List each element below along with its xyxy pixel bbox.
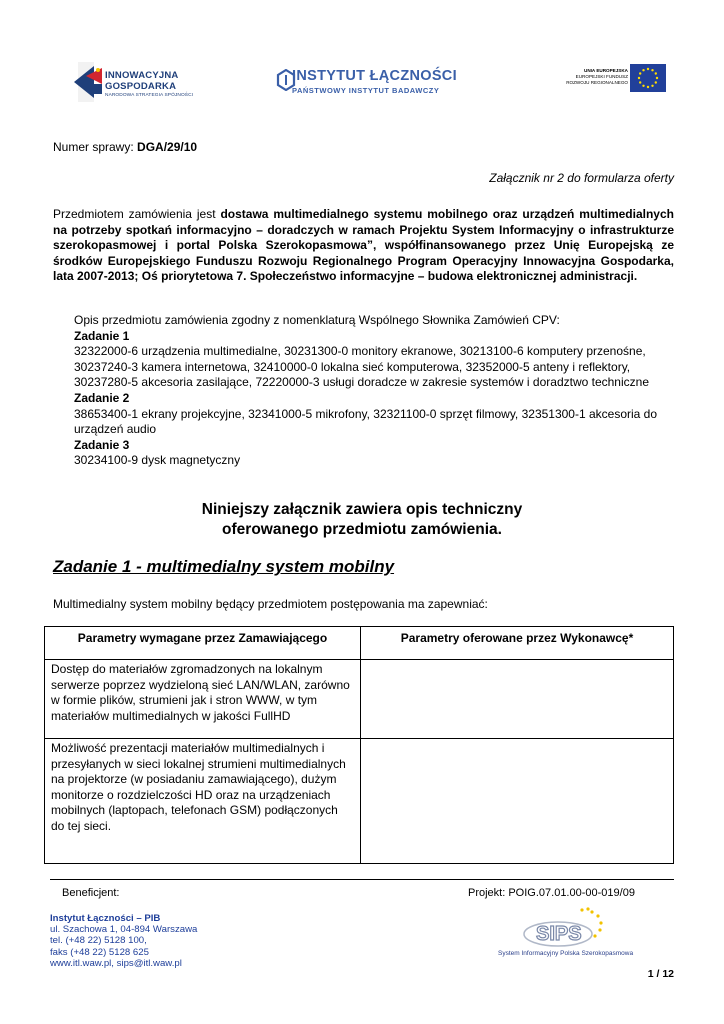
sips-caption: System Informacyjny Polska Szerokopasmowa: [498, 950, 634, 957]
offered-parameter-cell: [361, 739, 674, 864]
cpv-description: [74, 313, 674, 469]
sips-logo: [494, 906, 654, 962]
beneficiary-address: Instytut Łączności – PIB ul. Szachowa 1, 04-894 Warszawa tel. (+48 22) 5128 100, faks (+48 22) 5128 625 www.itl.waw.pl, sips@itl.waw.pl: [50, 913, 198, 969]
svg-text:SIPS: SIPS: [536, 923, 582, 945]
page-number: 1 / 12: [647, 968, 674, 980]
table-row: [45, 660, 674, 739]
instytut-lacznosci-name: INSTYTUT ŁĄCZNOŚCI: [292, 68, 457, 84]
cpv-intro: Opis przedmiotu zamówienia zgodny z nomenklaturą Wspólnego Słownika Zamówień CPV:: [74, 313, 560, 327]
section-title: Zadanie 1 - multimedialny system mobilny: [53, 557, 395, 576]
task-1-codes: 32322000-6 urządzenia multimedialne, 30231300-0 monitory ekranowe, 30213100-6 komputery przenośne, 30237240-3 kamera internetowa, 32410000-0 lokalna sieć komputerowa, 32352000-5 anteny i reflektory, 30237280-5 akcesoria zasilające, 72220000-3 usługi doradcze w zakresie systemów i doradztwo techniczne: [74, 344, 649, 390]
document-heading: Niniejszy załącznik zawiera opis techniczny oferowanego przedmiotu zamówienia.: [201, 501, 523, 538]
sips-emblem-icon: [494, 906, 654, 950]
case-number: Numer sprawy: DGA/29/10: [53, 140, 198, 154]
table-row: [45, 739, 674, 864]
intro-paragraph: Przedmiotem zamówienia jest dostawa multimedialnego systemu mobilnego oraz urządzeń multimedialnych na potrzeby spotkań informacyjno – doradczych w ramach Projektu System Informacyjny o infrastrukturze szerokopasmowej i portal Polska Szerokopasmowa”, współfinansowanego przez Unię Europejską ze środków Europejskiego Funduszu Rozwoju Regionalnego Program Operacyjny Innowacyjna Gospodarka, lata 2007-2013; Oś priorytetowa 7. Społeczeństwo informacyjne – budowa elektronicznej administracji.: [53, 207, 674, 284]
innowacyjna-gospodarka-logo: [62, 46, 212, 118]
task-2-codes: 38653400-1 ekrany projekcyjne, 32341000-5 mikrofony, 32321100-0 sprzęt filmowy, 32351300-1 akcesoria do urządzeń audio: [74, 406, 658, 437]
eu-flag-icon: [630, 64, 666, 92]
beneficiary-label: Beneficjent:: [62, 887, 120, 899]
project-number: Projekt: POIG.07.01.00-00-019/09: [468, 887, 635, 899]
task-3-title: Zadanie 3: [74, 437, 130, 452]
task-3-codes: 30234100-9 dysk magnetyczny: [74, 453, 241, 468]
table-header-row: [45, 627, 674, 660]
offered-parameter-cell: [361, 660, 674, 739]
instytut-lacznosci-subtitle: PAŃSTWOWY INSTYTUT BADAWCZY: [292, 86, 440, 95]
required-parameter-cell: Możliwość prezentacji materiałów multimedialnych i przesyłanych w sieci lokalnej strumieni multimedialnych na projektorze (w posiadaniu zamawiającego), dużym monitorze o rozdzielczości HD oraz na urządzeniach mobilnych (laptopach, telefonach GSM) podłączonych do tej sieci.: [45, 739, 361, 864]
column-header-required: Parametry wymagane przez Zamawiającego: [45, 627, 361, 660]
requirements-table: [44, 626, 674, 864]
task-1-title: Zadanie 1: [74, 328, 130, 343]
instytut-lacznosci-logo: [276, 68, 456, 102]
eu-erdf-logo: [556, 62, 668, 100]
innowacyjna-gospodarka-wordmark: INNOWACYJNA GOSPODARKA: [105, 70, 179, 92]
nss-tagline: NARODOWA STRATEGIA SPÓJNOŚCI: [105, 93, 194, 98]
attachment-label: Załącznik nr 2 do formularza oferty: [489, 171, 674, 185]
eu-erdf-text: UNIA EUROPEJSKA EUROPEJSKI FUNDUSZ ROZWOJU REGIONALNEGO: [566, 68, 628, 85]
footer-divider: [50, 879, 674, 880]
task-2-title: Zadanie 2: [74, 390, 130, 405]
required-parameter-cell: Dostęp do materiałów zgromadzonych na lokalnym serwerze poprzez wydzieloną sieć LAN/WLAN, zarówno w formie plików, strumieni jak i stron WWW, w tym materiałów multimedialnych w jakości FullHD: [45, 660, 361, 739]
column-header-offered: Parametry oferowane przez Wykonawcę*: [361, 627, 674, 660]
innowacyjna-gospodarka-emblem-icon: [72, 60, 108, 104]
section-lead: Multimedialny system mobilny będący przedmiotem postępowania ma zapewniać:: [53, 597, 488, 611]
